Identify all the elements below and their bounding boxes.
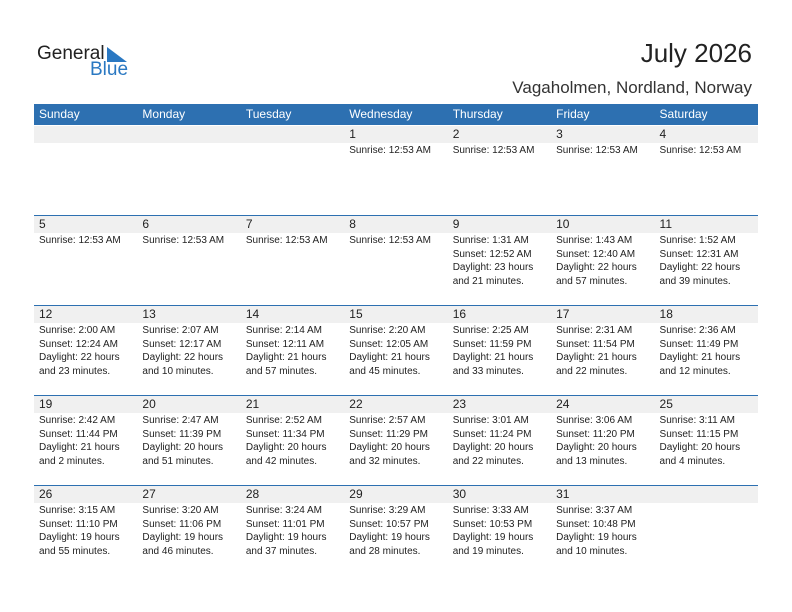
day-number: 7: [241, 216, 344, 233]
info-line: and 4 minutes.: [659, 455, 726, 467]
day-info: [655, 413, 758, 468]
info-line: Sunset: 12:11 AM: [245, 338, 325, 350]
week-row: [34, 485, 758, 576]
logo-blue: Blue: [90, 59, 129, 80]
info-line: Sunset: 11:15 PM: [659, 428, 739, 440]
info-line: Daylight: 21 hours: [349, 352, 430, 363]
info-line: Daylight: 21 hours: [245, 352, 327, 363]
info-line: Sunrise: 1:31 AM: [452, 235, 529, 246]
info-line: Sunrise: 2:20 AM: [349, 325, 426, 336]
info-line: Sunrise: 12:53 AM: [349, 145, 431, 156]
info-line: Sunset: 11:01 PM: [245, 518, 325, 530]
day-number: [137, 126, 240, 143]
info-line: Sunset: 12:31 AM: [659, 248, 739, 260]
week-row: [34, 126, 758, 216]
info-line: Sunset: 12:40 AM: [556, 248, 636, 260]
day-cell: [137, 306, 240, 396]
info-line: Sunset: 11:06 PM: [142, 518, 222, 530]
info-line: Sunrise: 2:14 AM: [245, 325, 322, 336]
day-cell: [551, 216, 654, 306]
day-info: [655, 143, 758, 158]
info-line: and 12 minutes.: [659, 365, 731, 377]
day-info: [344, 503, 447, 558]
day-cell: [34, 486, 137, 576]
day-number: 14: [241, 306, 344, 323]
day-info: [34, 143, 137, 144]
day-number: 19: [34, 396, 137, 413]
day-cell: [241, 216, 344, 306]
day-cell: [34, 306, 137, 396]
day-info: [241, 143, 344, 144]
info-line: Sunrise: 12:53 AM: [556, 145, 638, 156]
week-row: [34, 215, 758, 306]
info-line: and 39 minutes.: [659, 275, 731, 287]
info-line: Sunset: 10:57 PM: [349, 518, 429, 530]
day-number: 22: [344, 396, 447, 413]
info-line: and 42 minutes.: [245, 455, 318, 467]
day-info: [551, 413, 654, 468]
day-number: [241, 126, 344, 143]
info-line: Daylight: 19 hours: [452, 532, 534, 543]
month-title: July 2026: [640, 38, 752, 68]
day-cell: [344, 306, 447, 396]
day-cell: [137, 126, 240, 216]
info-line: and 57 minutes.: [245, 365, 318, 377]
day-cell: [655, 306, 758, 396]
day-number: 29: [344, 486, 447, 503]
info-line: and 46 minutes.: [142, 545, 214, 557]
info-line: Daylight: 19 hours: [245, 532, 327, 543]
day-number: 10: [551, 216, 654, 233]
day-info: [241, 503, 344, 558]
day-info: [344, 323, 447, 378]
day-cell: [137, 216, 240, 306]
info-line: and 33 minutes.: [452, 365, 524, 377]
day-info: [137, 413, 240, 468]
info-line: Sunrise: 3:11 AM: [659, 415, 735, 426]
info-line: Sunset: 11:34 PM: [245, 428, 325, 440]
weekday-saturday: Saturday: [659, 107, 708, 121]
info-line: Sunset: 11:10 PM: [39, 518, 118, 530]
info-line: Sunrise: 2:25 AM: [452, 325, 529, 336]
day-info: [655, 323, 758, 378]
info-line: Sunrise: 12:53 AM: [452, 145, 535, 156]
day-cell: [448, 126, 551, 216]
info-line: Sunrise: 12:53 AM: [39, 235, 121, 246]
info-line: and 28 minutes.: [349, 545, 421, 557]
day-cell: [655, 126, 758, 216]
day-number: 25: [655, 396, 758, 413]
info-line: and 23 minutes.: [39, 365, 111, 377]
info-line: Sunrise: 3:33 AM: [452, 505, 529, 516]
day-number: 17: [551, 306, 654, 323]
info-line: Sunrise: 2:57 AM: [349, 415, 426, 426]
weekday-monday: Monday: [142, 107, 186, 121]
info-line: Sunset: 11:54 PM: [556, 338, 635, 350]
day-info: [34, 233, 137, 248]
day-cell: [344, 396, 447, 486]
day-info: [344, 413, 447, 468]
info-line: Sunset: 12:24 AM: [39, 338, 118, 350]
day-info: [241, 233, 344, 248]
day-number: 18: [655, 306, 758, 323]
day-cell: [655, 396, 758, 486]
day-cell: [34, 396, 137, 486]
day-number: 26: [34, 486, 137, 503]
day-info: [137, 503, 240, 558]
info-line: and 57 minutes.: [556, 275, 628, 287]
day-cell: [344, 216, 447, 306]
day-cell: [241, 126, 344, 216]
info-line: Sunrise: 1:43 AM: [556, 235, 633, 246]
day-number: 23: [448, 396, 551, 413]
day-cell: [448, 396, 551, 486]
info-line: Sunrise: 2:42 AM: [39, 415, 116, 426]
day-info: [344, 143, 447, 158]
info-line: Sunrise: 3:24 AM: [245, 505, 322, 516]
day-cell: [344, 126, 447, 216]
day-info: [448, 413, 551, 468]
info-line: Daylight: 21 hours: [452, 352, 534, 363]
info-line: Daylight: 20 hours: [556, 442, 637, 453]
location: Vagaholmen, Nordland, Norway: [512, 78, 752, 97]
day-number: [34, 126, 137, 143]
info-line: Sunrise: 12:53 AM: [659, 145, 742, 156]
day-number: 5: [34, 216, 137, 233]
day-info: [34, 503, 137, 558]
day-cell: [34, 216, 137, 306]
info-line: Sunset: 10:48 PM: [556, 518, 636, 530]
info-line: Sunrise: 2:07 AM: [142, 325, 219, 336]
day-number: 24: [551, 396, 654, 413]
info-line: Sunrise: 2:00 AM: [39, 325, 116, 336]
info-line: Sunrise: 3:01 AM: [452, 415, 529, 426]
info-line: Daylight: 22 hours: [39, 352, 120, 363]
info-line: and 22 minutes.: [556, 365, 628, 377]
day-number: 13: [137, 306, 240, 323]
day-number: 30: [448, 486, 551, 503]
day-cell: [344, 486, 447, 576]
day-number: 8: [344, 216, 447, 233]
info-line: Sunset: 12:17 AM: [142, 338, 222, 350]
info-line: and 51 minutes.: [142, 455, 214, 467]
day-number: 12: [34, 306, 137, 323]
info-line: Sunset: 11:49 PM: [659, 338, 739, 350]
info-line: Sunrise: 2:31 AM: [556, 325, 633, 336]
info-line: Sunset: 12:52 AM: [452, 248, 532, 260]
info-line: Sunset: 11:20 PM: [556, 428, 635, 440]
day-cell: [241, 396, 344, 486]
day-number: 31: [551, 486, 654, 503]
info-line: Daylight: 19 hours: [556, 532, 637, 543]
day-number: [655, 486, 758, 503]
info-line: and 32 minutes.: [349, 455, 421, 467]
info-line: Sunset: 11:29 PM: [349, 428, 429, 440]
info-line: Sunrise: 3:15 AM: [39, 505, 116, 516]
info-line: Daylight: 19 hours: [349, 532, 430, 543]
week-row: [34, 395, 758, 486]
info-line: Sunrise: 12:53 AM: [349, 235, 431, 246]
info-line: Daylight: 20 hours: [659, 442, 741, 453]
day-number: 9: [448, 216, 551, 233]
info-line: Daylight: 21 hours: [659, 352, 741, 363]
info-line: Daylight: 20 hours: [142, 442, 224, 453]
info-line: and 22 minutes.: [452, 455, 524, 467]
day-info: [344, 233, 447, 248]
day-info: [448, 233, 551, 288]
info-line: and 21 minutes.: [452, 275, 524, 287]
day-info: [655, 233, 758, 288]
info-line: Sunrise: 3:37 AM: [556, 505, 633, 516]
weekday-header: [34, 104, 758, 125]
day-cell: [448, 216, 551, 306]
day-cell: [551, 126, 654, 216]
info-line: Sunset: 11:44 PM: [39, 428, 118, 440]
info-line: and 45 minutes.: [349, 365, 421, 377]
day-info: [448, 503, 551, 558]
weekday-friday: Friday: [556, 107, 590, 121]
info-line: Daylight: 20 hours: [245, 442, 327, 453]
info-line: Sunset: 11:39 PM: [142, 428, 222, 440]
info-line: Daylight: 21 hours: [556, 352, 637, 363]
weekday-thursday: Thursday: [452, 107, 503, 121]
info-line: Daylight: 22 hours: [659, 262, 741, 273]
info-line: Daylight: 20 hours: [349, 442, 430, 453]
day-number: 2: [448, 126, 551, 143]
info-line: Sunrise: 12:53 AM: [142, 235, 225, 246]
day-cell: [448, 306, 551, 396]
day-cell: [34, 126, 137, 216]
info-line: Sunrise: 1:52 AM: [659, 235, 736, 246]
info-line: Daylight: 19 hours: [142, 532, 224, 543]
day-info: [551, 323, 654, 378]
info-line: Sunrise: 3:20 AM: [142, 505, 219, 516]
day-info: [34, 323, 137, 378]
day-cell: [137, 486, 240, 576]
info-line: Daylight: 21 hours: [39, 442, 120, 453]
week-row: [34, 305, 758, 396]
info-line: and 19 minutes.: [452, 545, 524, 557]
info-line: Sunset: 11:24 PM: [452, 428, 532, 440]
info-line: Sunset: 10:53 PM: [452, 518, 533, 530]
day-cell: [551, 486, 654, 576]
info-line: Daylight: 22 hours: [556, 262, 637, 273]
weekday-wednesday: Wednesday: [349, 107, 413, 121]
day-info: [551, 233, 654, 288]
day-info: [655, 503, 758, 504]
info-line: Daylight: 19 hours: [39, 532, 120, 543]
day-number: 11: [655, 216, 758, 233]
day-info: [34, 413, 137, 468]
info-line: Sunrise: 3:29 AM: [349, 505, 426, 516]
day-cell: [655, 486, 758, 576]
day-cell: [448, 486, 551, 576]
day-info: [551, 503, 654, 558]
info-line: Sunrise: 12:53 AM: [245, 235, 328, 246]
day-info: [448, 143, 551, 158]
day-number: 4: [655, 126, 758, 143]
day-number: 6: [137, 216, 240, 233]
info-line: and 2 minutes.: [39, 455, 105, 467]
info-line: Sunrise: 2:47 AM: [142, 415, 219, 426]
info-line: Daylight: 20 hours: [452, 442, 534, 453]
info-line: and 37 minutes.: [245, 545, 318, 557]
day-info: [137, 233, 240, 248]
day-cell: [551, 396, 654, 486]
day-cell: [137, 396, 240, 486]
day-info: [137, 143, 240, 144]
info-line: Sunrise: 2:52 AM: [245, 415, 322, 426]
info-line: Sunrise: 2:36 AM: [659, 325, 736, 336]
day-cell: [551, 306, 654, 396]
day-info: [241, 413, 344, 468]
info-line: Daylight: 22 hours: [142, 352, 224, 363]
day-number: 16: [448, 306, 551, 323]
info-line: and 10 minutes.: [142, 365, 214, 377]
day-number: 28: [241, 486, 344, 503]
day-number: 15: [344, 306, 447, 323]
day-info: [241, 323, 344, 378]
day-number: 21: [241, 396, 344, 413]
day-cell: [241, 486, 344, 576]
day-number: 27: [137, 486, 240, 503]
day-number: 20: [137, 396, 240, 413]
day-cell: [241, 306, 344, 396]
info-line: and 10 minutes.: [556, 545, 628, 557]
day-info: [551, 143, 654, 158]
day-number: 1: [344, 126, 447, 143]
info-line: Sunset: 12:05 AM: [349, 338, 429, 350]
info-line: Sunrise: 3:06 AM: [556, 415, 633, 426]
info-line: Daylight: 23 hours: [452, 262, 534, 273]
day-cell: [655, 216, 758, 306]
info-line: and 55 minutes.: [39, 545, 111, 557]
info-line: Sunset: 11:59 PM: [452, 338, 532, 350]
day-info: [448, 323, 551, 378]
info-line: and 13 minutes.: [556, 455, 628, 467]
day-number: 3: [551, 126, 654, 143]
logo-general: General: [37, 43, 105, 64]
day-info: [137, 323, 240, 378]
weekday-sunday: Sunday: [39, 107, 80, 121]
weekday-tuesday: Tuesday: [245, 107, 292, 121]
